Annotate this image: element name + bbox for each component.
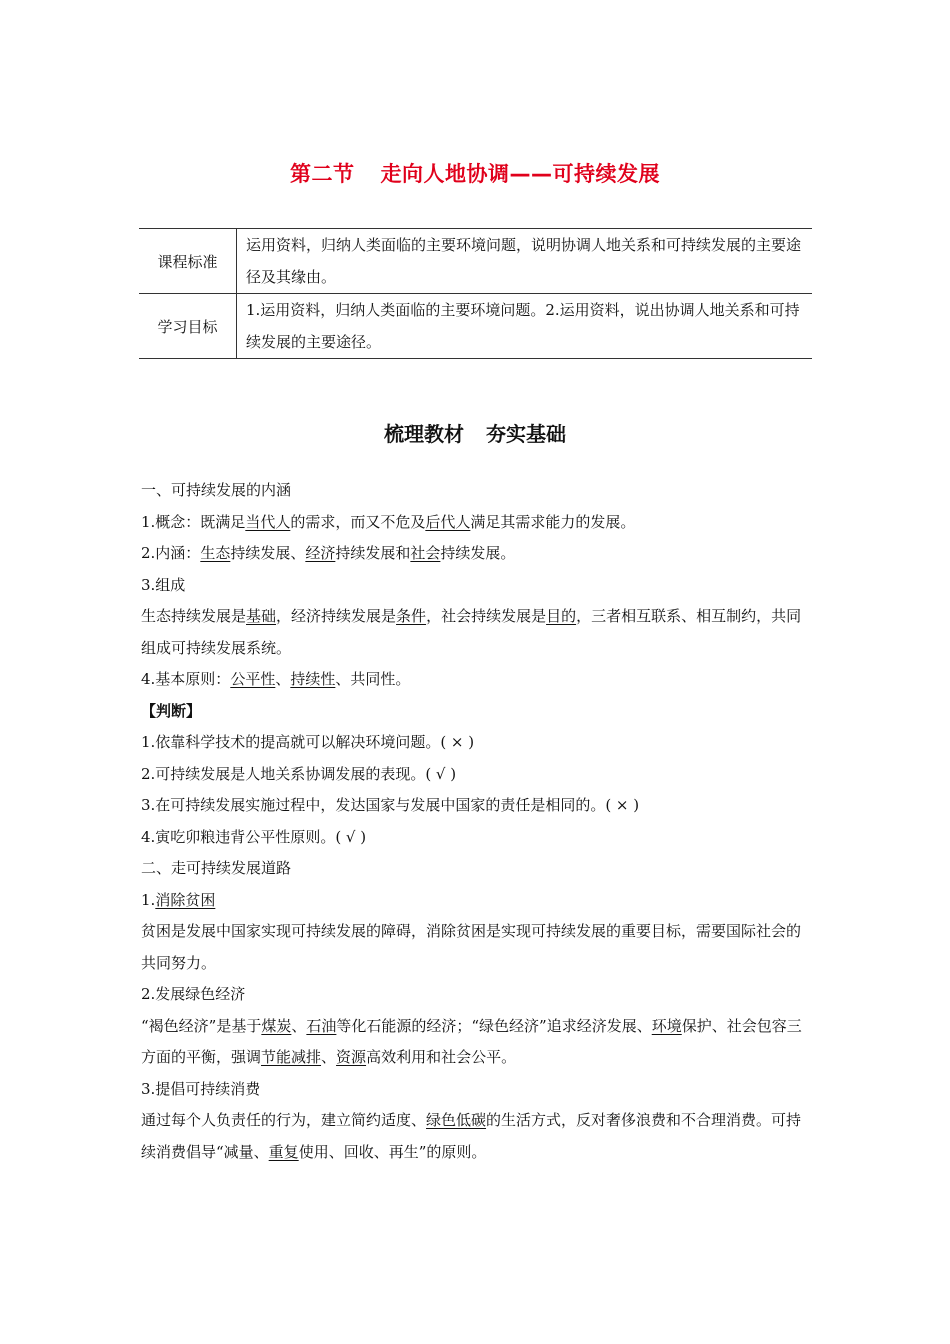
blank-answer: 基础 <box>246 607 277 625</box>
text: 保护、社会包容三方面的平衡，强调 <box>141 1016 802 1066</box>
blank-answer: 条件 <box>396 607 427 625</box>
standards-table <box>139 228 812 359</box>
title-section-number: 第二节 <box>290 162 355 186</box>
judge-item: 4.寅吃卯粮违背公平性原则。( √ ) <box>141 827 367 846</box>
text: 持续发展和 <box>335 544 411 562</box>
text: 、 <box>275 670 291 688</box>
section-heading-part2: 夯实基础 <box>486 422 566 446</box>
title-text: 走向人地协调——可持续发展 <box>380 162 660 186</box>
paragraph-connotation <box>141 538 813 570</box>
blank-answer: 绿色低碳 <box>426 1111 487 1129</box>
text: ，经济持续发展是 <box>276 607 397 625</box>
blank-answer: 重复 <box>268 1142 299 1161</box>
text: ，社会持续发展是 <box>426 607 547 625</box>
blank-answer: 资源 <box>336 1048 367 1066</box>
blank-answer: 目的 <box>546 607 577 625</box>
row-label: 课程标准 <box>139 229 237 294</box>
blank-answer: 公平性 <box>230 670 276 688</box>
paragraph-poverty: 贫困是发展中国家实现可持续发展的障碍，消除贫困是实现可持续发展的重要目标，需要国际社会的共同努力。 <box>141 922 802 972</box>
text: 、 <box>321 1048 337 1066</box>
paragraph-concept <box>141 507 813 539</box>
blank-answer: 当代人 <box>245 512 291 531</box>
blank-answer: 节能减排 <box>261 1048 322 1066</box>
heading-connotation: 一、可持续发展的内涵 <box>141 481 292 499</box>
text: ，三者相互联系、相互制约，共同组成可持续发展系统。 <box>141 607 802 657</box>
text: 高效利用和社会公平。 <box>366 1048 517 1066</box>
paragraph-composition <box>141 601 813 664</box>
paragraph-consumption <box>141 1105 813 1168</box>
text: 持续发展。 <box>440 544 516 562</box>
text: 、 <box>291 1016 307 1035</box>
text: 1.概念：既满足 <box>141 512 246 531</box>
text: “褐色经济”是基于 <box>141 1016 262 1035</box>
text: 使用、回收、再生”的原则。 <box>298 1142 487 1161</box>
subheading-poverty <box>141 885 813 917</box>
heading-composition: 3.组成 <box>141 575 186 594</box>
blank-answer: 经济 <box>305 544 336 562</box>
text: 1. <box>141 890 156 909</box>
subheading-consumption: 3.提倡可持续消费 <box>141 1079 261 1098</box>
text: 持续发展、 <box>230 544 306 562</box>
text: 2.内涵： <box>141 544 201 562</box>
subheading-green-economy: 2.发展绿色经济 <box>141 985 246 1003</box>
paragraph-green-economy <box>141 1011 813 1074</box>
row-label: 学习目标 <box>139 294 237 359</box>
row-text: 运用资料，归纳人类面临的主要环境问题，说明协调人地关系和可持续发展的主要途径及其缘由。 <box>237 229 813 294</box>
blank-answer: 生态 <box>200 544 231 562</box>
page-title <box>0 158 950 188</box>
text: 的需求，而又不危及 <box>290 512 426 531</box>
blank-answer: 消除贫困 <box>155 890 216 909</box>
blank-answer: 环境 <box>651 1016 682 1035</box>
text: 等化石能源的经济；“绿色经济”追求经济发展、 <box>336 1016 652 1035</box>
table-row <box>139 294 812 359</box>
judge-item: 1.依靠科学技术的提高就可以解决环境问题。( × ) <box>141 733 475 751</box>
table-row <box>139 229 812 294</box>
judge-item: 3.在可持续发展实施过程中，发达国家与发展中国家的责任是相同的。( × ) <box>141 796 640 814</box>
blank-answer: 后代人 <box>425 512 471 531</box>
blank-answer: 石油 <box>306 1016 337 1035</box>
blank-answer: 煤炭 <box>261 1016 292 1035</box>
text: 通过每个人负责任的行为，建立简约适度、 <box>141 1111 427 1129</box>
text: 、共同性。 <box>335 670 411 688</box>
text: 的生活方式，反对奢侈浪费和不合理消费。可持续消费倡导“减量、 <box>141 1111 802 1161</box>
section-heading <box>0 418 950 447</box>
text: 生态持续发展是 <box>141 607 247 625</box>
text: 满足其需求能力的发展。 <box>470 512 636 531</box>
row-text: 1.运用资料，归纳人类面临的主要环境问题。2.运用资料，说出协调人地关系和可持续发展的主要途径。 <box>237 294 813 359</box>
blank-answer: 持续性 <box>290 670 336 688</box>
heading-path: 二、走可持续发展道路 <box>141 859 292 877</box>
paragraph-principles <box>141 664 813 696</box>
section-heading-part1: 梳理教材 <box>384 422 464 446</box>
text: 4.基本原则： <box>141 670 231 688</box>
main-content <box>141 475 813 1168</box>
judge-item: 2.可持续发展是人地关系协调发展的表现。( √ ) <box>141 764 457 783</box>
judge-heading: 【判断】 <box>141 701 202 720</box>
blank-answer: 社会 <box>410 544 441 562</box>
